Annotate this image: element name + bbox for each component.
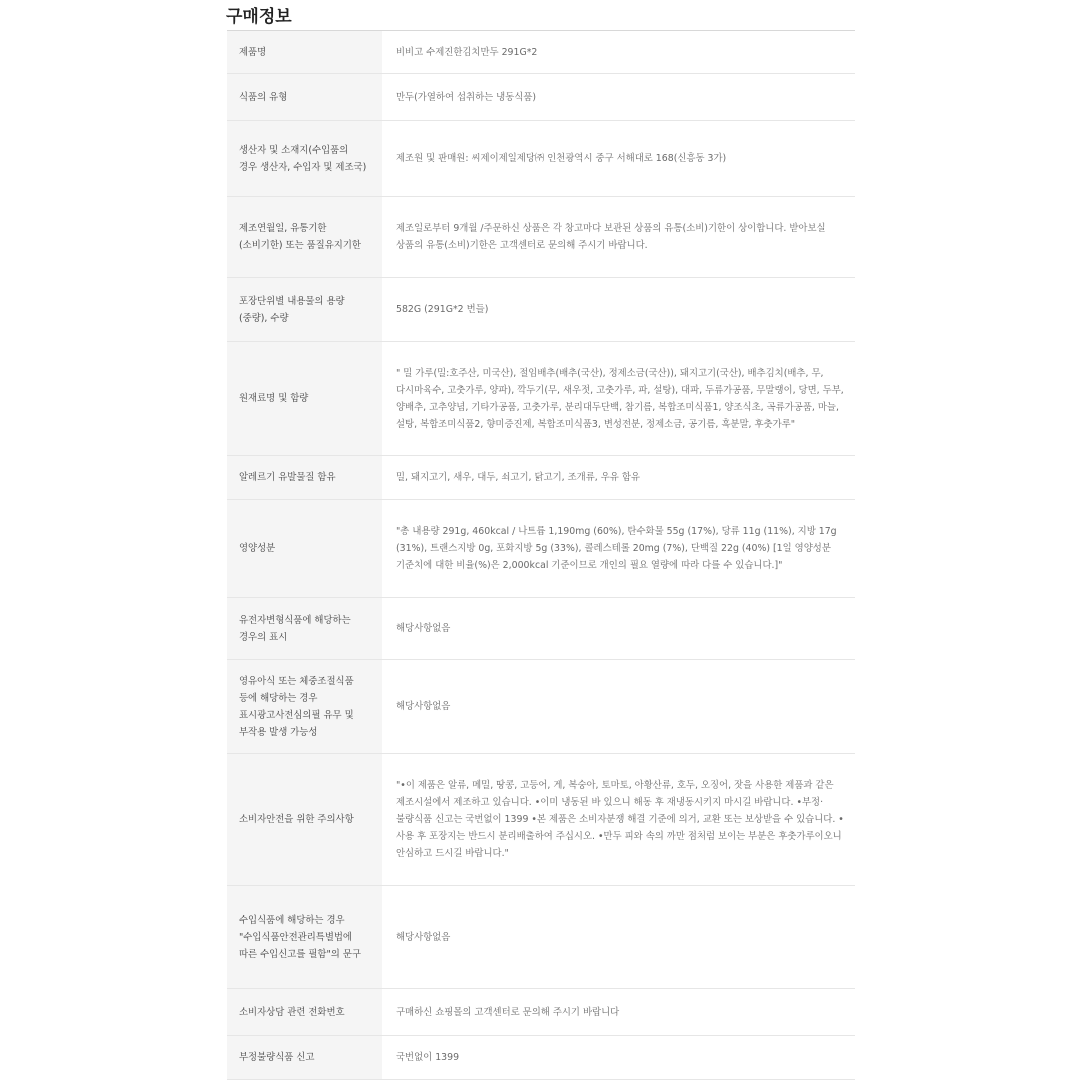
row-value: " 밀 가루(밀:호주산, 미국산), 절임배추(배추(국산), 정제소금(국산)), 돼지고기(국산), 배추김치(배추, 무, 다시마육수, 고춧가루, 양파), 깍두기(무, 새우젓, 고춧가루, 파, 설탕), 대파, 두류가공품, 무말랭이, 당면, 두부, 양배추, 고추양념, 기타가공품, 고춧가루, 분리대두단백, 참기름, 복합조미식품1, 양조식초, 곡류가공품, 마늘, 설탕, 복합조미식품2, 향미증진제, 복합조미식품3, 변성전분, 정제소금, 공기름, 흑분말, 후춧가루" (382, 342, 855, 456)
table-row (227, 660, 855, 754)
row-value: 만두(가열하여 섭취하는 냉동식품) (382, 74, 855, 121)
section-title: 구매정보 (226, 7, 292, 27)
table-row (227, 1036, 855, 1080)
table-row (227, 989, 855, 1036)
row-value: 밀, 돼지고기, 새우, 대두, 쇠고기, 닭고기, 조개류, 우유 함유 (382, 456, 855, 500)
row-value: "총 내용량 291g, 460kcal / 나트륨 1,190mg (60%), 탄수화물 55g (17%), 당류 11g (11%), 지방 17g (31%), 트랜스지방 0g, 포화지방 5g (33%), 콜레스테롤 20mg (7%), 단백질 22g (40%) [1일 영양성분 기준치에 대한 비율(%)은 2,000kcal 기준이므로 개인의 필요 열량에 따라 다를 수 있습니다.]" (382, 500, 855, 598)
row-label: 수입식품에 해당하는 경우 "수입식품안전관리특별법에 따른 수입신고를 필함"의 문구 (227, 886, 382, 989)
table-row (227, 74, 855, 121)
table-row (227, 197, 855, 278)
row-value: 제조일로부터 9개월 /주문하신 상품은 각 창고마다 보관된 상품의 유통(소비)기한이 상이합니다. 받아보실 상품의 유통(소비)기한은 고객센터로 문의해 주시기 바랍니다. (382, 197, 855, 278)
row-value: 해당사항없음 (382, 886, 855, 989)
table-row (227, 278, 855, 342)
row-label: 알레르기 유발물질 함유 (227, 456, 382, 500)
row-value: 구매하신 쇼핑몰의 고객센터로 문의해 주시기 바랍니다 (382, 989, 855, 1036)
row-value: 582G (291G*2 번들) (382, 278, 855, 342)
row-label: 원재료명 및 함량 (227, 342, 382, 456)
row-value: 제조원 및 판매원: 씨제이제일제당㈜ 인천광역시 중구 서해대로 168(신흥동 3가) (382, 121, 855, 197)
table-row (227, 31, 855, 74)
row-label: 포장단위별 내용물의 용량(중량), 수량 (227, 278, 382, 342)
table-row (227, 754, 855, 886)
table-row (227, 500, 855, 598)
table-row (227, 456, 855, 500)
row-value: 국번없이 1399 (382, 1036, 855, 1080)
row-label: 유전자변형식품에 해당하는 경우의 표시 (227, 598, 382, 660)
table-row (227, 886, 855, 989)
table-row (227, 121, 855, 197)
row-value: 해당사항없음 (382, 598, 855, 660)
row-label: 소비자상담 관련 전화번호 (227, 989, 382, 1036)
row-label: 제품명 (227, 31, 382, 74)
purchase-info-section (227, 4, 855, 1080)
row-value: "•이 제품은 알류, 메밀, 땅콩, 고등어, 게, 복숭아, 토마토, 아황산류, 호두, 오징어, 잣을 사용한 제품과 같은 제조시설에서 제조하고 있습니다. •이미 냉동된 바 있으니 해동 후 재냉동시키지 마시길 바랍니다. •부정·불량식품 신고는 국번없이 1399 •본 제품은 소비자분쟁 해결 기준에 의거, 교환 또는 보상받을 수 있습니다. •사용 후 포장지는 반드시 분리배출하여 주십시오. •만두 피와 속의 까만 점처럼 보이는 부분은 후춧가루이오니 안심하고 드시길 바랍니다." (382, 754, 855, 886)
table-row (227, 598, 855, 660)
purchase-info-table (227, 30, 855, 1080)
row-label: 식품의 유형 (227, 74, 382, 121)
row-label: 소비자안전을 위한 주의사항 (227, 754, 382, 886)
row-label: 영양성분 (227, 500, 382, 598)
row-value: 해당사항없음 (382, 660, 855, 754)
table-row (227, 342, 855, 456)
row-value: 비비고 수제진한김치만두 291G*2 (382, 31, 855, 74)
row-label: 부정불량식품 신고 (227, 1036, 382, 1080)
row-label: 영유아식 또는 체중조절식품 등에 해당하는 경우 표시광고사전심의필 유무 및 부작용 발생 가능성 (227, 660, 382, 754)
row-label: 제조연월일, 유통기한(소비기한) 또는 품질유지기한 (227, 197, 382, 278)
row-label: 생산자 및 소재지(수입품의 경우 생산자, 수입자 및 제조국) (227, 121, 382, 197)
